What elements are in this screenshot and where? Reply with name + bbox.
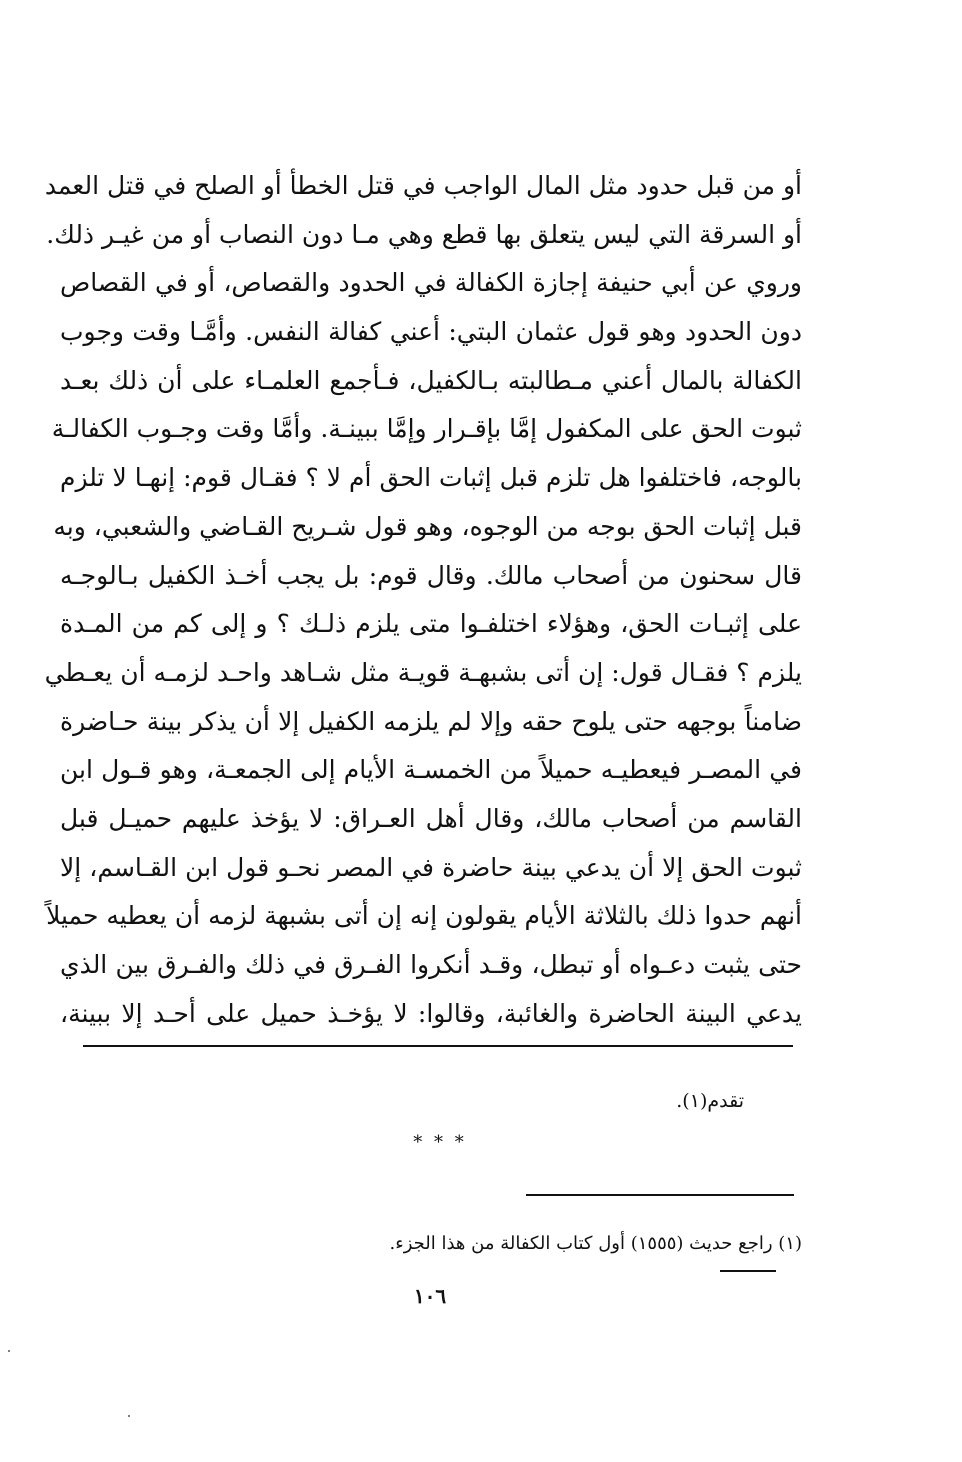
text-line-13: في المصـر فيعطيـه حميلاً من الخمسـة الأيام إلى الجمعـة، وهو قـول ابن [60,755,802,785]
text-line-18: يدعي البينة الحاضرة والغائبة، وقالوا: لا يؤخـذ حميل على أحـد إلا ببينة، [60,998,802,1028]
footnote: (١) راجع حديث (١٥٥٥) أول كتاب الكفالة من هذا الجزء. [389,1233,802,1254]
text-line-5: الكفالة بالمال أعني مـطالبته بـالكفيل، فـأجمع العلمـاء على أن ذلك بعـد [60,365,803,395]
text-line-10: على إثبـات الحق، وهؤلاء اختلفـوا متى يلزم ذلـك ؟ و إلى كم من المـدة [60,609,802,639]
text-line-7: بالوجه، فاختلفوا هل تلزم قبل إثبات الحق أم لا ؟ فقـال قوم: إنهـا لا تلزم [60,463,802,493]
text-line-4: دون الحدود وهو قول عثمان البتي: أعني كفالة النفس. وأمَّـا وقت وجوب [60,317,802,347]
text-line-6: ثبوت الحق على المكفول إمَّا بإقـرار وإمَّا ببينـة. وأمَّا وقت وجـوب الكفالـة [51,414,802,444]
text-line-11: يلزم ؟ فقـال قول: إن أتى بشبهـة قويـة مثل شـاهد واحـد لزمـه أن يعـطي [44,657,802,687]
section-separator: * * * [413,1132,467,1153]
text-line-8: قبل إثبات الحق بوجه من الوجوه، وهو قول شـريح القـاضي والشعبي، وبه [53,511,802,541]
text-line-9: قال سحنون من أصحاب مالك. وقال قوم: بل يجب أخـذ الكفيل بـالوجـه [60,560,802,590]
text-line-16: أنهم حدوا ذلك بالثلاثة الأيام يقولون إنه إن أتى بشبهة لزمه أن يعطيه حميلاً [46,901,802,931]
page-number: ١٠٦ [413,1284,447,1308]
scan-speck [8,1350,10,1352]
text-line-1: أو من قبل حدود مثل المال الواجب في قتل الخطأ أو الصلح في قتل العمد [44,171,802,200]
text-line-17: حتى يثبت دعـواه أو تبطل، وقـد أنكروا الفـرق في ذلك والفـرق بين الذي [60,950,802,979]
text-line-14: القاسم من أصحاب مالك، وقال أهل العـراق: لا يؤخذ عليهم حميـل قبل [60,803,802,833]
main-text-block [44,162,803,1038]
main-text-divider [83,1045,793,1047]
text-line-15: ثبوت الحق إلا أن يدعي بينة حاضرة في المصر نحـو قول ابن القـاسم، إلا [60,852,802,882]
scan-speck [128,1415,130,1417]
text-line-2: أو السرقة التي ليس يتعلق بها قطع وهي مـا دون النصاب أو من غيـر ذلك. [46,219,802,249]
text-line-3: وروي عن أبي حنيفة إجازة الكفالة في الحدود والقصاص، أو في القصاص [60,268,802,298]
text-line-12: ضامناً بوجهه حتى يلوح حقه وإلا لم يلزمه الكفيل إلا أن يذكر بينة حـاضرة [60,706,802,736]
continuation-note: تقدم(١). [676,1090,744,1112]
footnote-divider [526,1194,794,1196]
page-number-rule [720,1270,776,1272]
